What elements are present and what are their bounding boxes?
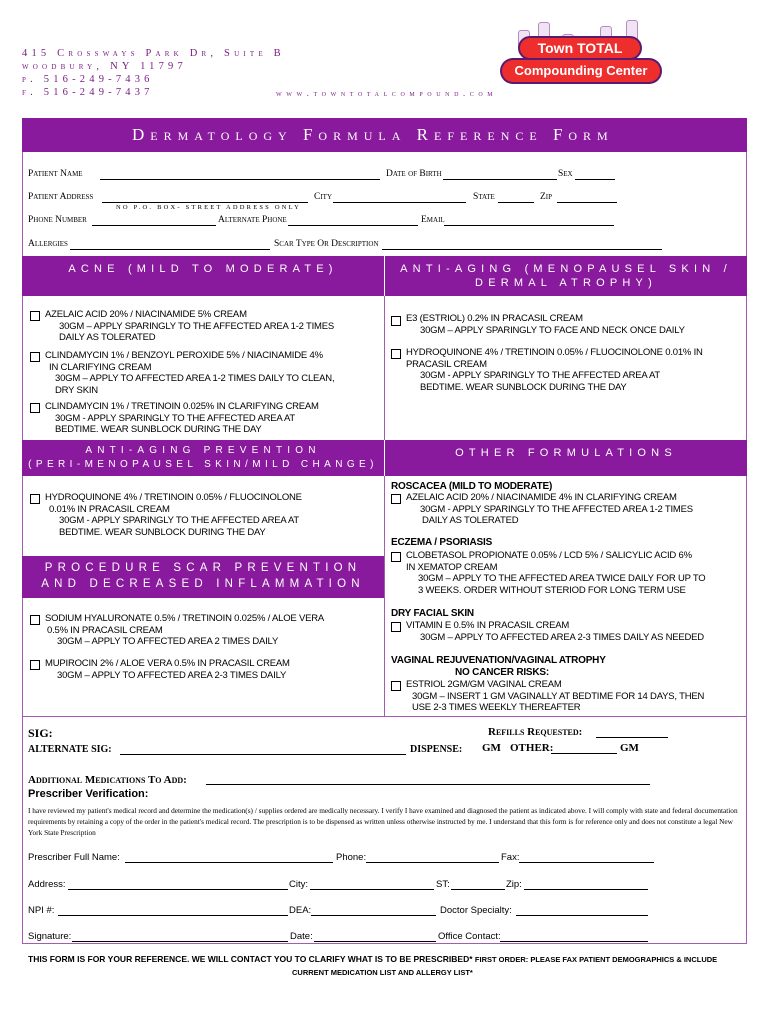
verification-label: Prescriber Verification: xyxy=(28,788,149,800)
alternate-phone-label: Alternate Phone xyxy=(218,215,287,225)
city-field[interactable] xyxy=(333,202,466,203)
prescriber-state-label: ST: xyxy=(436,879,450,890)
rosacea-heading: ROSCACEA (MILD TO MODERATE) xyxy=(391,481,553,492)
signature-label: Signature: xyxy=(28,931,72,942)
address-note: NO P.O. BOX- STREET ADDRESS ONLY xyxy=(116,204,302,211)
date-label: Date: xyxy=(290,931,313,942)
dry-skin-heading: DRY FACIAL SKIN xyxy=(391,608,474,619)
npi-label: NPI #: xyxy=(28,905,55,916)
phone-number-field[interactable] xyxy=(92,225,216,226)
allergies-field[interactable] xyxy=(70,249,270,250)
patient-address-field[interactable] xyxy=(102,202,308,203)
vaginal-item-checkbox[interactable] xyxy=(391,681,401,691)
verification-statement: I have reviewed my patient's medical record and determine the medication(s) / supplies ordered are medically necessary. I verify I have examined and diagnosed the patient as indicated above. I will comply with state and federal documentation requirements by retaining a copy of the order in the patient's medical record. The prescription is to be dispensed as written unless otherwise instructed by me. I understand that this form is for reference only and does not constitute a legal New York State Prescription xyxy=(28,806,738,837)
sig-label: SIG: xyxy=(28,726,53,740)
acne-item-1-checkbox[interactable] xyxy=(30,311,40,321)
specialty-label: Doctor Specialty: xyxy=(440,905,512,916)
npi-field[interactable] xyxy=(58,915,288,916)
other-label: OTHER: xyxy=(510,742,554,754)
zip-label: Zip xyxy=(540,192,553,202)
phone-number: p. 516-249-7436 xyxy=(22,74,154,85)
procedure-item-1-checkbox[interactable] xyxy=(30,615,40,625)
prescriber-phone-label: Phone: xyxy=(336,852,367,863)
email-field[interactable] xyxy=(444,225,614,226)
prescriber-zip-label: Zip: xyxy=(506,879,522,890)
patient-address-label: Patient Address xyxy=(28,192,94,202)
acne-item-1: AZELAIC ACID 20% / NIACINAMIDE 5% CREAM 30GM – APPLY SPARINGLY TO THE AFFECTED AREA 1-2 TIMES DAILY AS TOLERATED xyxy=(45,309,335,343)
sig-divider xyxy=(22,716,747,717)
prescriber-phone-field[interactable] xyxy=(366,862,499,863)
acne-item-2: CLINDAMYCIN 1% / BENZOYL PEROXIDE 5% / NIACINAMIDE 4% IN CLARIFYING CREAM 30GM – APPLY TO AFFECTED AREA 1-2 TIMES DAILY TO CLEAN, DRY SKIN xyxy=(45,350,335,396)
dea-field[interactable] xyxy=(311,915,436,916)
prescriber-city-label: City: xyxy=(289,879,308,890)
patient-name-label: Patient Name xyxy=(28,169,83,179)
phone-number-label: Phone Number xyxy=(28,215,87,225)
column-divider xyxy=(384,296,385,716)
website-link[interactable]: www.towntotalcompound.com xyxy=(276,88,498,98)
office-contact-label: Office Contact: xyxy=(438,931,501,942)
office-contact-field[interactable] xyxy=(500,941,648,942)
dry-skin-item: VITAMIN E 0.5% IN PRACASIL CREAM 30GM – APPLY TO AFFECTED AREA 2-3 TIMES DAILY AS NEEDED xyxy=(406,620,704,643)
logo-text-bottom: Compounding Center xyxy=(502,60,660,82)
other-field[interactable] xyxy=(551,753,617,754)
acne-item-2-checkbox[interactable] xyxy=(30,352,40,362)
logo-text-top: Town TOTAL xyxy=(520,38,640,58)
anti-aging-heading-1: ANTI-AGING (MENOPAUSEL SKIN / xyxy=(400,263,732,275)
dry-skin-item-checkbox[interactable] xyxy=(391,622,401,632)
rosacea-item-checkbox[interactable] xyxy=(391,494,401,504)
alternate-phone-field[interactable] xyxy=(288,225,418,226)
procedure-item-1: SODIUM HYALURONATE 0.5% / TRETINOIN 0.025% / ALOE VERA 0.5% IN PRACASIL CREAM 30GM – APPLY TO AFFECTED AREA 2 TIMES DAILY xyxy=(45,613,325,647)
footer-reference-note: THIS FORM IS FOR YOUR REFERENCE. WE WILL CONTACT YOU TO CLARIFY WHAT IS TO BE PRESCRIBED* xyxy=(28,954,473,964)
scar-type-field[interactable] xyxy=(382,249,662,250)
dob-field[interactable] xyxy=(443,179,557,180)
city-label: City xyxy=(314,192,332,202)
anti-aging-item-1-checkbox[interactable] xyxy=(391,316,401,326)
sex-label: Sex xyxy=(558,169,573,179)
acne-item-3-checkbox[interactable] xyxy=(30,403,40,413)
refills-field[interactable] xyxy=(596,737,668,738)
additional-meds-field[interactable] xyxy=(206,784,650,785)
address-line-2: woodbury, NY 11797 xyxy=(22,61,187,72)
procedure-heading-1: PROCEDURE SCAR PREVENTION xyxy=(44,562,362,574)
gm-label-2: GM xyxy=(620,742,639,754)
alternate-sig-field[interactable] xyxy=(120,754,406,755)
anti-aging-item-2-checkbox[interactable] xyxy=(391,349,401,359)
prescriber-state-field[interactable] xyxy=(451,889,505,890)
dea-label: DEA: xyxy=(289,905,312,916)
acne-heading: ACNE (MILD TO MODERATE) xyxy=(68,263,338,275)
vaginal-subheading: NO CANCER RISKS: xyxy=(455,667,550,678)
fax-number: f. 516-249-7437 xyxy=(22,87,154,98)
sex-field[interactable] xyxy=(575,179,615,180)
email-label: Email xyxy=(421,215,445,225)
procedure-item-2: MUPIROCIN 2% / ALOE VERA 0.5% IN PRACASIL CREAM 30GM – APPLY TO AFFECTED AREA 2-3 TIMES DAILY xyxy=(45,658,290,681)
eczema-heading: ECZEMA / PSORIASIS xyxy=(391,537,493,548)
prescriber-zip-field[interactable] xyxy=(524,889,648,890)
prescriber-address-field[interactable] xyxy=(68,889,288,890)
acne-item-3: CLINDAMYCIN 1% / TRETINOIN 0.025% IN CLARIFYING CREAM 30GM - APPLY SPARINGLY TO THE AFFECTED AREA AT BEDTIME. WEAR SUNBLOCK DURING THE DAY xyxy=(45,401,319,435)
prevention-heading-2: (PERI-MENOPAUSEL SKIN/MILD CHANGE) xyxy=(28,459,378,470)
date-field[interactable] xyxy=(314,941,436,942)
prevention-heading-1: ANTI-AGING PREVENTION xyxy=(85,445,321,456)
prescriber-fax-field[interactable] xyxy=(519,862,654,863)
dob-label: Date of Birth xyxy=(386,169,442,179)
state-label: State xyxy=(473,192,495,202)
footer-first-order-note: FIRST ORDER: PLEASE FAX PATIENT DEMOGRAPHICS & INCLUDE xyxy=(474,955,718,964)
other-heading: OTHER FORMULATIONS xyxy=(455,447,677,459)
address-line-1: 415 Crossways Park Dr, Suite B xyxy=(22,48,285,59)
procedure-heading-2: AND DECREASED INFLAMMATION xyxy=(41,578,365,590)
prevention-item-1: HYDROQUINONE 4% / TRETINOIN 0.05% / FLUOCINOLONE 0.01% IN PRACASIL CREAM 30GM - APPLY SPARINGLY TO THE AFFECTED AREA AT BEDTIME. WEAR SUNBLOCK DURING THE DAY xyxy=(45,492,302,538)
procedure-item-2-checkbox[interactable] xyxy=(30,660,40,670)
anti-aging-heading-2: DERMAL ATROPHY) xyxy=(475,277,657,289)
footer-line-2: CURRENT MEDICATION LIST AND ALLERGY LIST* xyxy=(292,968,473,977)
gm-label-1: GM xyxy=(482,742,501,754)
anti-aging-item-1: E3 (ESTRIOL) 0.2% IN PRACASIL CREAM 30GM – APPLY SPARINGLY TO FACE AND NECK ONCE DAILY xyxy=(406,313,685,336)
form-title: Dermatology Formula Reference Form xyxy=(132,125,614,144)
prescriber-name-field[interactable] xyxy=(125,862,333,863)
scar-type-label: Scar Type Or Description xyxy=(274,239,379,249)
anti-aging-item-2: HYDROQUINONE 4% / TRETINOIN 0.05% / FLUOCINOLONE 0.01% IN PRACASIL CREAM 30GM - APPLY SPARINGLY TO THE AFFECTED AREA AT BEDTIME. WEAR SUNBLOCK DURING THE DAY xyxy=(406,347,703,393)
prescriber-city-field[interactable] xyxy=(310,889,434,890)
prevention-item-1-checkbox[interactable] xyxy=(30,494,40,504)
dispense-label: DISPENSE: xyxy=(410,744,463,755)
footer-line-1 xyxy=(28,954,717,964)
rosacea-item: AZELAIC ACID 20% / NIACINAMIDE 4% IN CLARIFYING CREAM 30GM - APPLY SPARINGLY TO THE AFFECTED AREA 1-2 TIMES DAILY AS TOLERATED xyxy=(406,492,693,526)
refills-label: Refills Requested: xyxy=(488,726,583,738)
company-logo xyxy=(502,12,662,92)
zip-field[interactable] xyxy=(557,202,617,203)
vaginal-item: ESTRIOL 2GM/GM VAGINAL CREAM 30GM – INSERT 1 GM VAGINALLY AT BEDTIME FOR 14 DAYS, THEN USE 2-3 TIMES WEEKLY THEREAFTER xyxy=(406,679,705,713)
eczema-item: CLOBETASOL PROPIONATE 0.05% / LCD 5% / SALICYLIC ACID 6% IN XEMATOP CREAM 30GM – APPLY TO THE AFFECTED AREA TWICE DAILY FOR UP TO 3 WEEKS. ORDER WITHOUT STERIOD FOR LONG TERM USE xyxy=(406,550,706,596)
prescriber-address-label: Address: xyxy=(28,879,66,890)
state-field[interactable] xyxy=(498,202,534,203)
patient-name-field[interactable] xyxy=(100,179,380,180)
prescriber-name-label: Prescriber Full Name: xyxy=(28,852,120,863)
allergies-label: Allergies xyxy=(28,239,68,249)
eczema-item-checkbox[interactable] xyxy=(391,552,401,562)
specialty-field[interactable] xyxy=(516,915,648,916)
alternate-sig-label: ALTERNATE SIG: xyxy=(28,744,112,755)
signature-field[interactable] xyxy=(72,941,288,942)
prescriber-fax-label: Fax: xyxy=(501,852,520,863)
additional-meds-label: Additional Medications To Add: xyxy=(28,774,187,786)
vaginal-heading: VAGINAL REJUVENATION/VAGINAL ATROPHY xyxy=(391,655,606,666)
